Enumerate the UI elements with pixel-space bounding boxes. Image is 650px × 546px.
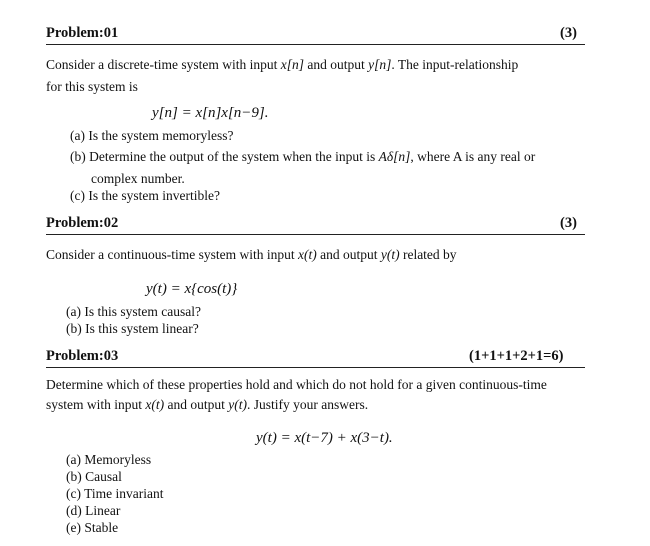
problem-1-equation: y[n] = x[n]x[n−9].	[152, 105, 269, 121]
problem-3-part-a: (a) Memoryless	[66, 452, 152, 467]
problem-1-intro-line-2: for this system is	[46, 79, 138, 94]
problem-2-equation: y(t) = x{cos(t)}	[146, 281, 238, 297]
problem-1-part-c: (c) Is the system invertible?	[70, 188, 220, 203]
problem-3-marks: (1+1+1+2+1=6)	[469, 348, 564, 364]
problem-3-part-c: (c) Time invariant	[66, 486, 164, 501]
problem-1-title: Problem:01	[46, 25, 119, 41]
problem-3-intro-line-1: Determine which of these properties hold and which do not hold for a given continuous-time	[46, 377, 547, 392]
problem-2-part-a: (a) Is this system causal?	[66, 304, 201, 319]
problem-3-part-d: (d) Linear	[66, 503, 121, 518]
problem-1-divider	[46, 44, 585, 45]
problem-2-intro: Consider a continuous-time system with input x(t) and output y(t) related by	[46, 247, 457, 262]
problem-3-title: Problem:03	[46, 348, 119, 364]
problem-3-divider	[46, 367, 585, 368]
problem-2-title: Problem:02	[46, 215, 119, 231]
problem-1-intro-line-1: Consider a discrete-time system with input x[n] and output y[n]. The input-relationship	[46, 57, 519, 72]
problem-3-part-b: (b) Causal	[66, 469, 122, 484]
problem-1-part-a: (a) Is the system memoryless?	[70, 128, 234, 143]
problem-1-part-b-continuation: complex number.	[91, 171, 185, 186]
problem-2-part-b: (b) Is this system linear?	[66, 321, 199, 336]
problem-3-intro-line-2: system with input x(t) and output y(t). Justify your answers.	[46, 397, 369, 412]
problem-2-marks: (3)	[560, 215, 577, 231]
problem-2-divider	[46, 234, 585, 235]
problem-3-equation: y(t) = x(t−7) + x(3−t).	[256, 430, 393, 446]
problem-3-part-e: (e) Stable	[66, 520, 119, 535]
problem-1-part-b: (b) Determine the output of the system when the input is Aδ[n], where A is any real or	[70, 149, 536, 164]
problem-1-marks: (3)	[560, 25, 577, 41]
